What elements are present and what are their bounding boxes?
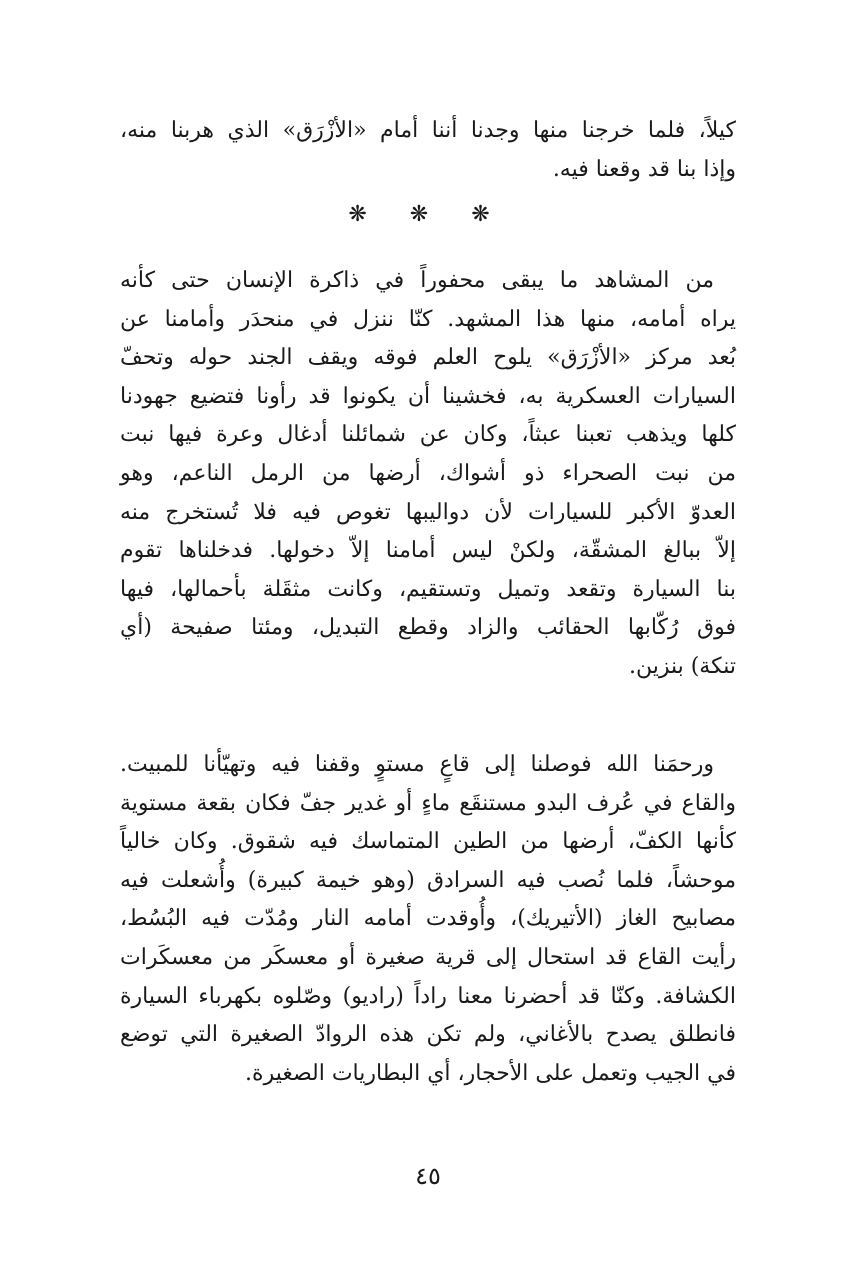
section-separator: ❋ ❋ ❋ [348,202,508,227]
text-line: كلها ويذهب تعبنا عبثاً، وكان عن شمائلنا أدغال وعرة فيها نبت [120,422,736,448]
text-line: يراه أمامه، منها هذا المشهد. كنّا ننزل في منحدَر وأمامنا عن [120,306,736,332]
text-line: فانطلق يصدح بالأغاني، ولم تكن هذه الروادّ الصغيرة التي توضع [120,1022,736,1048]
paragraph-2 [120,262,736,687]
text-line: كيلاً، فلما خرجنا منها وجدنا أننا أمام «الأزْرَق» الذي هربنا منه، [120,118,736,143]
text-line: إلاّ ببالغ المشقّة، ولكنْ ليس أمامنا إلاّ دخولها. فدخلناها تقوم [120,538,736,564]
text-line: تنكة) بنزين. [628,653,736,679]
text-line: موحشاً، فلما نُصب فيه السرادق (وهو خيمة كبيرة) وأُشعلت فيه [120,867,736,893]
page-number: ٤٥ [415,1162,441,1190]
text-line: كأنها الكفّ، أرضها من الطين المتماسك فيه شقوق. وكان خالياً [120,829,736,855]
paragraph-1 [120,112,736,189]
text-line: من نبت الصحراء ذو أشواك، أرضها من الرمل الناعم، وهو [120,460,736,486]
text-line: الكشافة. وكنّا قد أحضرنا معنا راداً (راديو) وصّلوه بكهرباء السيارة [120,983,736,1009]
text-line: العدوّ الأكبر للسيارات لأن دواليبها تغوص فيه فلا تُستخرج منه [120,499,736,525]
text-line: ورحمَنا الله فوصلنا إلى قاعٍ مستوٍ وقفنا فيه وتهيّأنا للمبيت. [120,752,714,777]
text-line: والقاع في عُرف البدو مستنقَع ماءٍ أو غدير جفّ فكان بقعة مستوية [120,790,736,816]
text-line: بُعد مركز «الأزْرَق» يلوح العلم فوقه ويقف الجند حوله وتحفّ [120,345,736,371]
text-line: في الجيب وتعمل على الأحجار، أي البطاريات الصغيرة. [245,1060,736,1086]
text-line: مصابيح الغاز (الأتيريك)، وأُوقدت أمامه النار ومُدّت فيه البُسُط، [120,906,736,932]
text-line: بنا السيارة وتقعد وتميل وتستقيم، وكانت مثقَلة بأحمالها، فيها [120,576,736,602]
text-line: فوق رُكّابها الحقائب والزاد وقطع التبديل، ومئتا صفيحة (أي [120,615,736,641]
paragraph-3 [120,746,736,1093]
text-line: من المشاهد ما يبقى محفوراً في ذاكرة الإنسان حتى كأنه [120,268,714,293]
text-line: السيارات العسكرية به، فخشينا أن يكونوا قد رأونا فتضيع جهودنا [120,383,736,409]
text-line: رأيت القاع قد استحال إلى قرية صغيرة أو معسكَر من معسكَرات [120,944,736,970]
text-line: وإذا بنا قد وقعنا فيه. [552,156,736,182]
